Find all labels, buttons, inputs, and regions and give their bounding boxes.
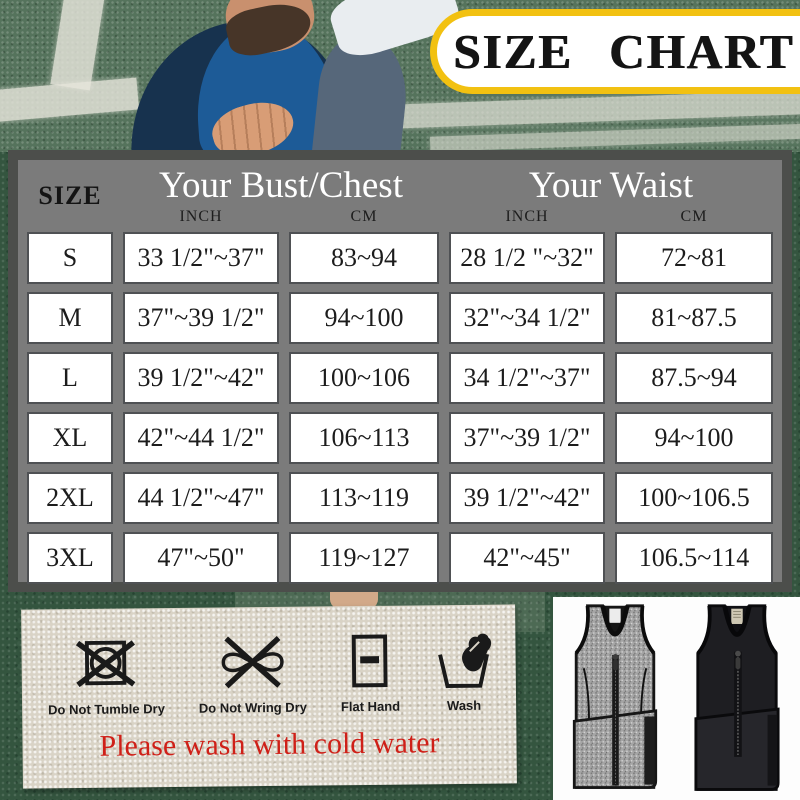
- bust-inch-cell: 42"~44 1/2": [123, 412, 279, 464]
- care-item-do-not-wring-dry: [198, 633, 307, 716]
- column-header-bust: Your Bust/Chest: [158, 164, 403, 206]
- bust-inch-cell: 44 1/2"~47": [123, 472, 279, 524]
- waist-inch-cell: 32"~34 1/2": [449, 292, 605, 344]
- bust-inch-cell: 39 1/2"~42": [123, 352, 279, 404]
- bust-cm-cell: 119~127: [289, 532, 439, 584]
- size-cell: 2XL: [27, 472, 113, 524]
- size-cell: S: [27, 232, 113, 284]
- column-header-waist: Your Waist: [528, 164, 694, 206]
- size-table-body: [27, 232, 773, 584]
- waist-cm-cell: 106.5~114: [615, 532, 773, 584]
- size-chart-banner: [430, 9, 800, 94]
- black-vest-image: [678, 602, 796, 798]
- turf-line: [430, 123, 800, 152]
- size-cell: L: [27, 352, 113, 404]
- wash-icon: [433, 631, 494, 690]
- waist-cm-cell: 87.5~94: [615, 352, 773, 404]
- waist-inch-cell: 37"~39 1/2": [449, 412, 605, 464]
- gray-vest-image: [557, 602, 673, 796]
- unit-label-waist-cm: CM: [680, 208, 708, 225]
- bust-cm-cell: 113~119: [289, 472, 439, 524]
- care-item-flat-hand: [340, 632, 400, 715]
- care-item-do-not-tumble-dry: [47, 634, 165, 717]
- waist-cm-cell: 94~100: [615, 412, 773, 464]
- waist-inch-cell: 34 1/2"~37": [449, 352, 605, 404]
- care-panel: [21, 604, 517, 788]
- care-item-wash: [433, 631, 494, 714]
- waist-cm-cell: 81~87.5: [615, 292, 773, 344]
- bust-cm-cell: 100~106: [289, 352, 439, 404]
- size-cell: M: [27, 292, 113, 344]
- size-cell: 3XL: [27, 532, 113, 584]
- bust-inch-cell: 33 1/2"~37": [123, 232, 279, 284]
- care-label: Do Not Wring Dry: [198, 699, 308, 716]
- wash-note: Please wash with cold water: [99, 726, 440, 763]
- unit-label-waist-inch: INCH: [505, 208, 549, 225]
- product-photo: [553, 597, 800, 800]
- waist-inch-cell: 28 1/2 "~32": [449, 232, 605, 284]
- care-label: Flat Hand: [340, 698, 401, 715]
- bust-cm-cell: 106~113: [289, 412, 439, 464]
- unit-label-bust-inch: INCH: [179, 208, 223, 225]
- size-cell: XL: [27, 412, 113, 464]
- bust-inch-cell: 37"~39 1/2": [123, 292, 279, 344]
- size-table: [8, 150, 792, 592]
- bust-cm-cell: 94~100: [289, 292, 439, 344]
- bust-cm-cell: 83~94: [289, 232, 439, 284]
- do-not-wring-dry-icon: [215, 633, 290, 692]
- waist-cm-cell: 72~81: [615, 232, 773, 284]
- waist-inch-cell: 39 1/2"~42": [449, 472, 605, 524]
- column-header-size: SIZE: [38, 181, 102, 210]
- do-not-tumble-dry-icon: [75, 634, 138, 693]
- turf-line: [50, 0, 105, 91]
- care-icon-row: [21, 630, 516, 717]
- bust-inch-cell: 47"~50": [123, 532, 279, 584]
- flat-hand-icon: [346, 632, 395, 690]
- waist-inch-cell: 42"~45": [449, 532, 605, 584]
- turf-line: [400, 90, 800, 129]
- waist-cm-cell: 100~106.5: [615, 472, 773, 524]
- size-table-header: [27, 164, 773, 228]
- care-label: Do Not Tumble Dry: [48, 701, 165, 718]
- banner-title: SIZE CHART: [453, 24, 795, 79]
- care-label: Wash: [446, 697, 482, 714]
- unit-label-bust-cm: CM: [350, 208, 378, 225]
